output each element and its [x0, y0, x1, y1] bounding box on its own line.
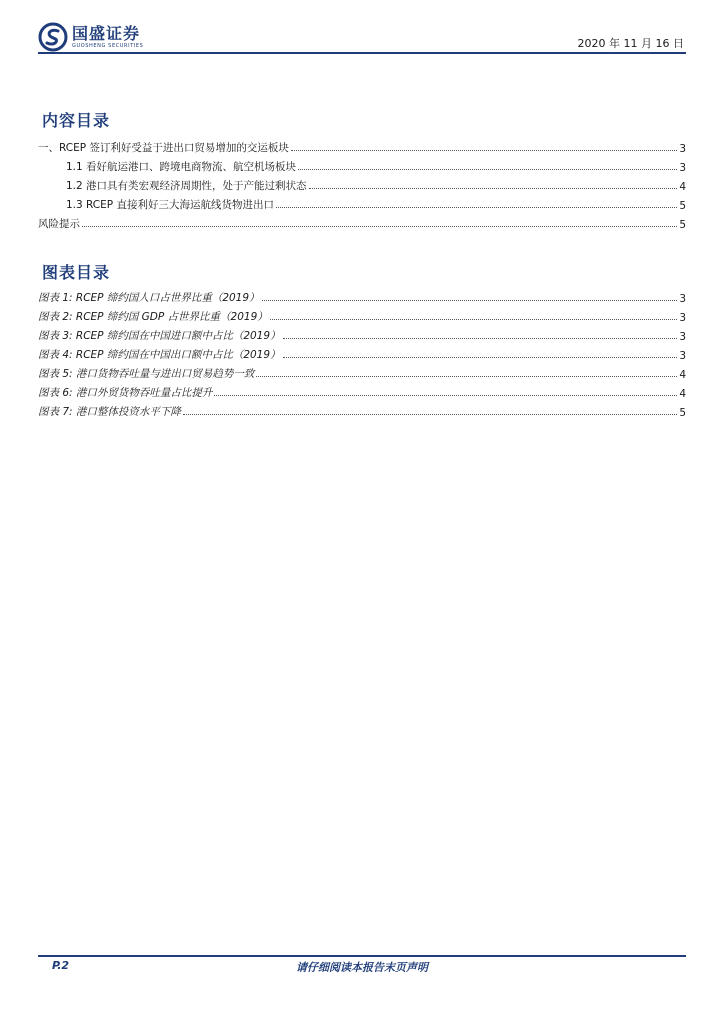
figure-entry-label: 图表 2: RCEP 缔约国 GDP 占世界比重（2019） — [38, 311, 268, 323]
toc-entry-label: 1.2 港口具有类宏观经济周期性，处于产能过剩状态 — [66, 180, 307, 192]
toc-entry-page: 5 — [679, 219, 686, 231]
figure-entry-page: 3 — [679, 331, 686, 343]
toc-entry[interactable] — [38, 136, 686, 155]
dot-leader — [183, 414, 677, 415]
page-number: P.2 — [52, 959, 70, 972]
figure-entry-page: 3 — [679, 350, 686, 362]
figure-entry[interactable] — [38, 305, 686, 324]
toc-title: 内容目录 — [42, 111, 111, 130]
company-logo — [38, 20, 143, 54]
figures-title: 图表目录 — [42, 263, 111, 282]
toc-entry-label: 风险提示 — [38, 218, 80, 230]
toc-entry[interactable] — [38, 212, 686, 231]
dot-leader — [283, 338, 678, 339]
figure-entry-page: 4 — [679, 388, 686, 400]
toc-entry-label: 1.3 RCEP 直接利好三大海运航线货物进出口 — [66, 199, 274, 211]
figure-entry-label: 图表 4: RCEP 缔约国在中国出口额中占比（2019） — [38, 349, 281, 361]
toc-entry[interactable] — [38, 174, 686, 193]
dot-leader — [309, 188, 678, 189]
figure-entry-page: 5 — [679, 407, 686, 419]
dot-leader — [82, 226, 677, 227]
dot-leader — [298, 169, 677, 170]
dot-leader — [256, 376, 677, 377]
toc-entry[interactable] — [38, 193, 686, 212]
dot-leader — [270, 319, 678, 320]
logo-name-en: GUOSHENG SECURITIES — [72, 42, 144, 49]
dot-leader — [214, 395, 677, 396]
figure-entry-label: 图表 7: 港口整体投资水平下降 — [38, 406, 181, 418]
toc-entry-page: 4 — [679, 181, 686, 193]
figure-entry[interactable] — [38, 286, 686, 305]
logo-name-cn: 国盛证券 — [72, 23, 141, 43]
dot-leader — [262, 300, 678, 301]
figure-entry-page: 4 — [679, 369, 686, 381]
figures-list — [38, 286, 686, 419]
header-divider — [38, 52, 686, 54]
page-header — [38, 20, 686, 54]
footer-divider — [38, 955, 686, 957]
figure-entry-page: 3 — [679, 312, 686, 324]
figure-entry[interactable] — [38, 343, 686, 362]
dot-leader — [276, 207, 677, 208]
toc-entry-page: 3 — [679, 162, 686, 174]
figure-entry-label: 图表 3: RCEP 缔约国在中国进口额中占比（2019） — [38, 330, 281, 342]
figure-entry-label: 图表 6: 港口外贸货物吞吐量占比提升 — [38, 387, 213, 399]
figure-entry[interactable] — [38, 400, 686, 419]
report-date: 2020 年 11 月 16 日 — [577, 37, 684, 50]
toc-entry-page: 5 — [679, 200, 686, 212]
figure-entry[interactable] — [38, 381, 686, 400]
figure-entry-page: 3 — [679, 293, 686, 305]
dot-leader — [291, 150, 677, 151]
figure-entry-label: 图表 1: RCEP 缔约国人口占世界比重（2019） — [38, 292, 260, 304]
logo-mark-icon — [38, 22, 68, 52]
toc-entry[interactable] — [38, 155, 686, 174]
toc-list — [38, 136, 686, 231]
figure-entry[interactable] — [38, 362, 686, 381]
toc-entry-page: 3 — [679, 143, 686, 155]
toc-entry-label: 一、RCEP 签订利好受益于进出口贸易增加的交运板块 — [38, 142, 289, 154]
dot-leader — [283, 357, 678, 358]
figure-entry-label: 图表 5: 港口货物吞吐量与进出口贸易趋势一致 — [38, 368, 255, 380]
toc-entry-label: 1.1 看好航运港口、跨境电商物流、航空机场板块 — [66, 161, 297, 173]
footer-disclaimer: 请仔细阅读本报告末页声明 — [296, 961, 428, 974]
figure-entry[interactable] — [38, 324, 686, 343]
